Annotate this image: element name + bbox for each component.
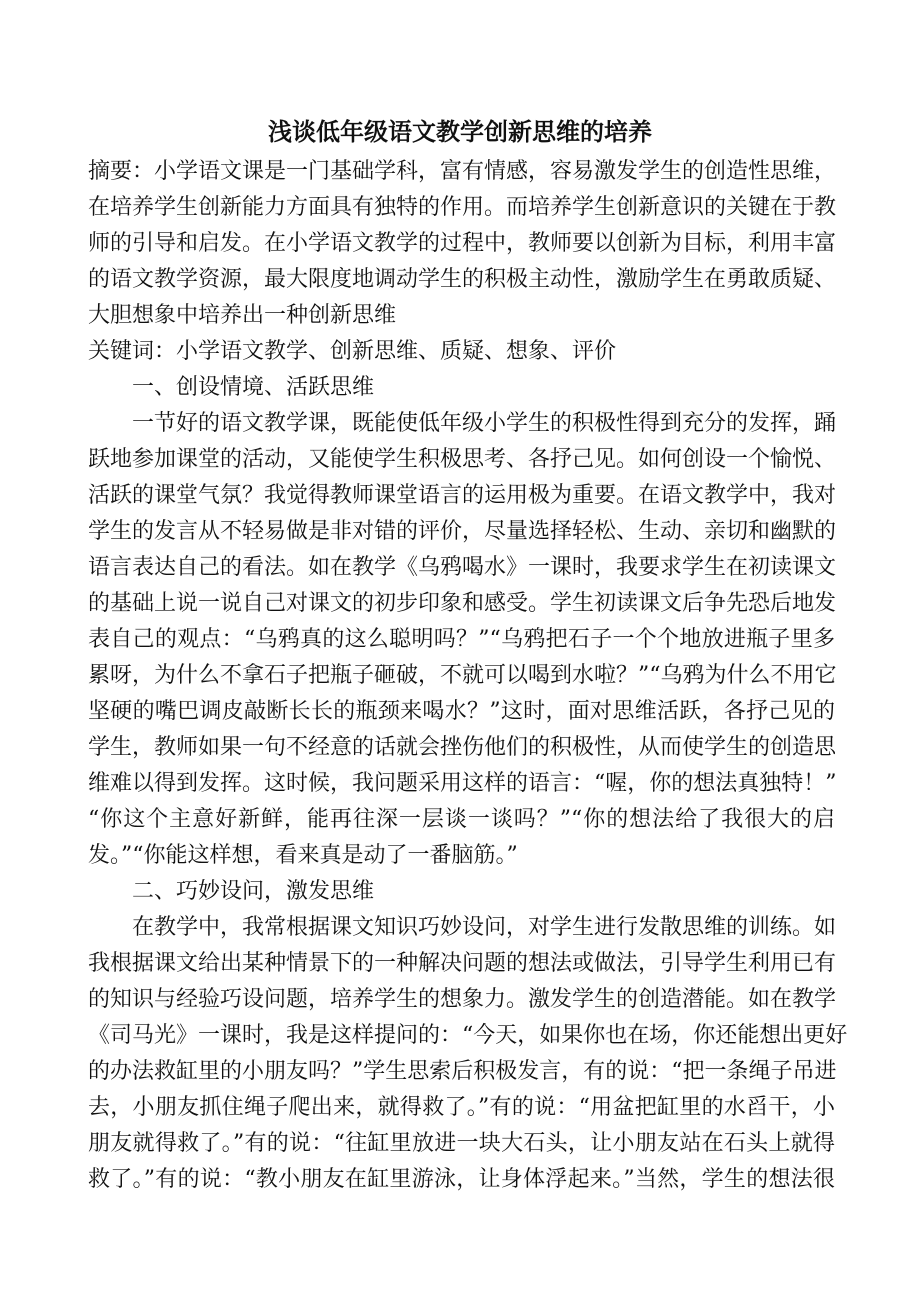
text-line: 一、创设情境、活跃思维: [132, 375, 375, 400]
text-line: 表自己的观点：“乌鸦真的这么聪明吗？”“乌鸦把石子一个个地放进瓶子里多: [88, 627, 835, 652]
text-line: 累呀，为什么不拿石子把瓶子砸破，不就可以喝到水啦？”“乌鸦为什么不用它: [88, 663, 837, 688]
text-line: 跃地参加课堂的活动，又能使学生积极思考、各抒己见。如何创设一个愉悦、: [88, 447, 837, 472]
text-line: “你这个主意好新鲜，能再往深一层谈一谈吗？”“你的想法给了我很大的启: [88, 807, 835, 832]
text-line: 学生的发言从不轻易做是非对错的评价，尽量选择轻松、生动、亲切和幽默的: [88, 519, 837, 544]
text-line: 在培养学生创新能力方面具有独特的作用。而培养学生创新意识的关键在于教: [88, 195, 837, 220]
text-line: 朋友就得救了。”有的说：“往缸里放进一块大石头，让小朋友站在石头上就得: [88, 1131, 835, 1156]
text-line: 的基础上说一说自己对课文的初步印象和感受。学生初读课文后争先恐后地发: [88, 591, 837, 616]
text-line: 关键词：小学语文教学、创新思维、质疑、想象、评价: [88, 339, 617, 364]
text-line: 我根据课文给出某种情景下的一种解决问题的想法或做法，引导学生利用已有: [88, 951, 837, 976]
text-line: 一节好的语文教学课，既能使低年级小学生的积极性得到充分的发挥，踊: [132, 411, 837, 436]
text-line: 发。”“你能这样想，看来真是动了一番脑筋。”: [88, 843, 518, 868]
text-line: 语言表达自己的看法。如在教学《乌鸦喝水》一课时，我要求学生在初读课文: [88, 555, 837, 580]
text-line: 二、巧妙设问，激发思维: [132, 879, 375, 904]
text-line: 的语文教学资源，最大限度地调动学生的积极主动性，激励学生在勇敢质疑、: [88, 267, 837, 292]
text-line: 去，小朋友抓住绳子爬出来，就得救了。”有的说：“用盆把缸里的水舀干，小: [88, 1095, 835, 1120]
text-line: 救了。”有的说：“教小朋友在缸里游泳，让身体浮起来。”当然，学生的想法很: [88, 1167, 835, 1192]
text-line: 活跃的课堂气氛？我觉得教师课堂语言的运用极为重要。在语文教学中，我对: [88, 483, 837, 508]
text-line: 维难以得到发挥。这时候，我问题采用这样的语言：“喔，你的想法真独特！”: [88, 771, 837, 796]
text-line: 坚硬的嘴巴调皮敲断长长的瓶颈来喝水？”这时，面对思维活跃，各抒己见的: [88, 699, 835, 724]
document-title: 浅谈低年级语文教学创新思维的培养: [268, 117, 652, 146]
text-line: 在教学中，我常根据课文知识巧妙设问，对学生进行发散思维的训练。如: [132, 915, 837, 940]
text-line: 师的引导和启发。在小学语文教学的过程中，教师要以创新为目标，利用丰富: [88, 231, 837, 256]
text-line: 学生，教师如果一句不经意的话就会挫伤他们的积极性，从而使学生的创造思: [88, 735, 837, 760]
text-line: 大胆想象中培养出一种创新思维: [88, 303, 397, 328]
text-line: 摘要：小学语文课是一门基础学科，富有情感，容易激发学生的创造性思维，: [88, 159, 837, 184]
text-line: 的知识与经验巧设问题，培养学生的想象力。激发学生的创造潜能。如在教学: [88, 987, 837, 1012]
text-line: 的办法救缸里的小朋友吗？”学生思索后积极发言，有的说：“把一条绳子吊进: [88, 1059, 837, 1084]
text-line: 《司马光》一课时，我是这样提问的：“今天，如果你也在场，你还能想出更好: [88, 1023, 848, 1048]
